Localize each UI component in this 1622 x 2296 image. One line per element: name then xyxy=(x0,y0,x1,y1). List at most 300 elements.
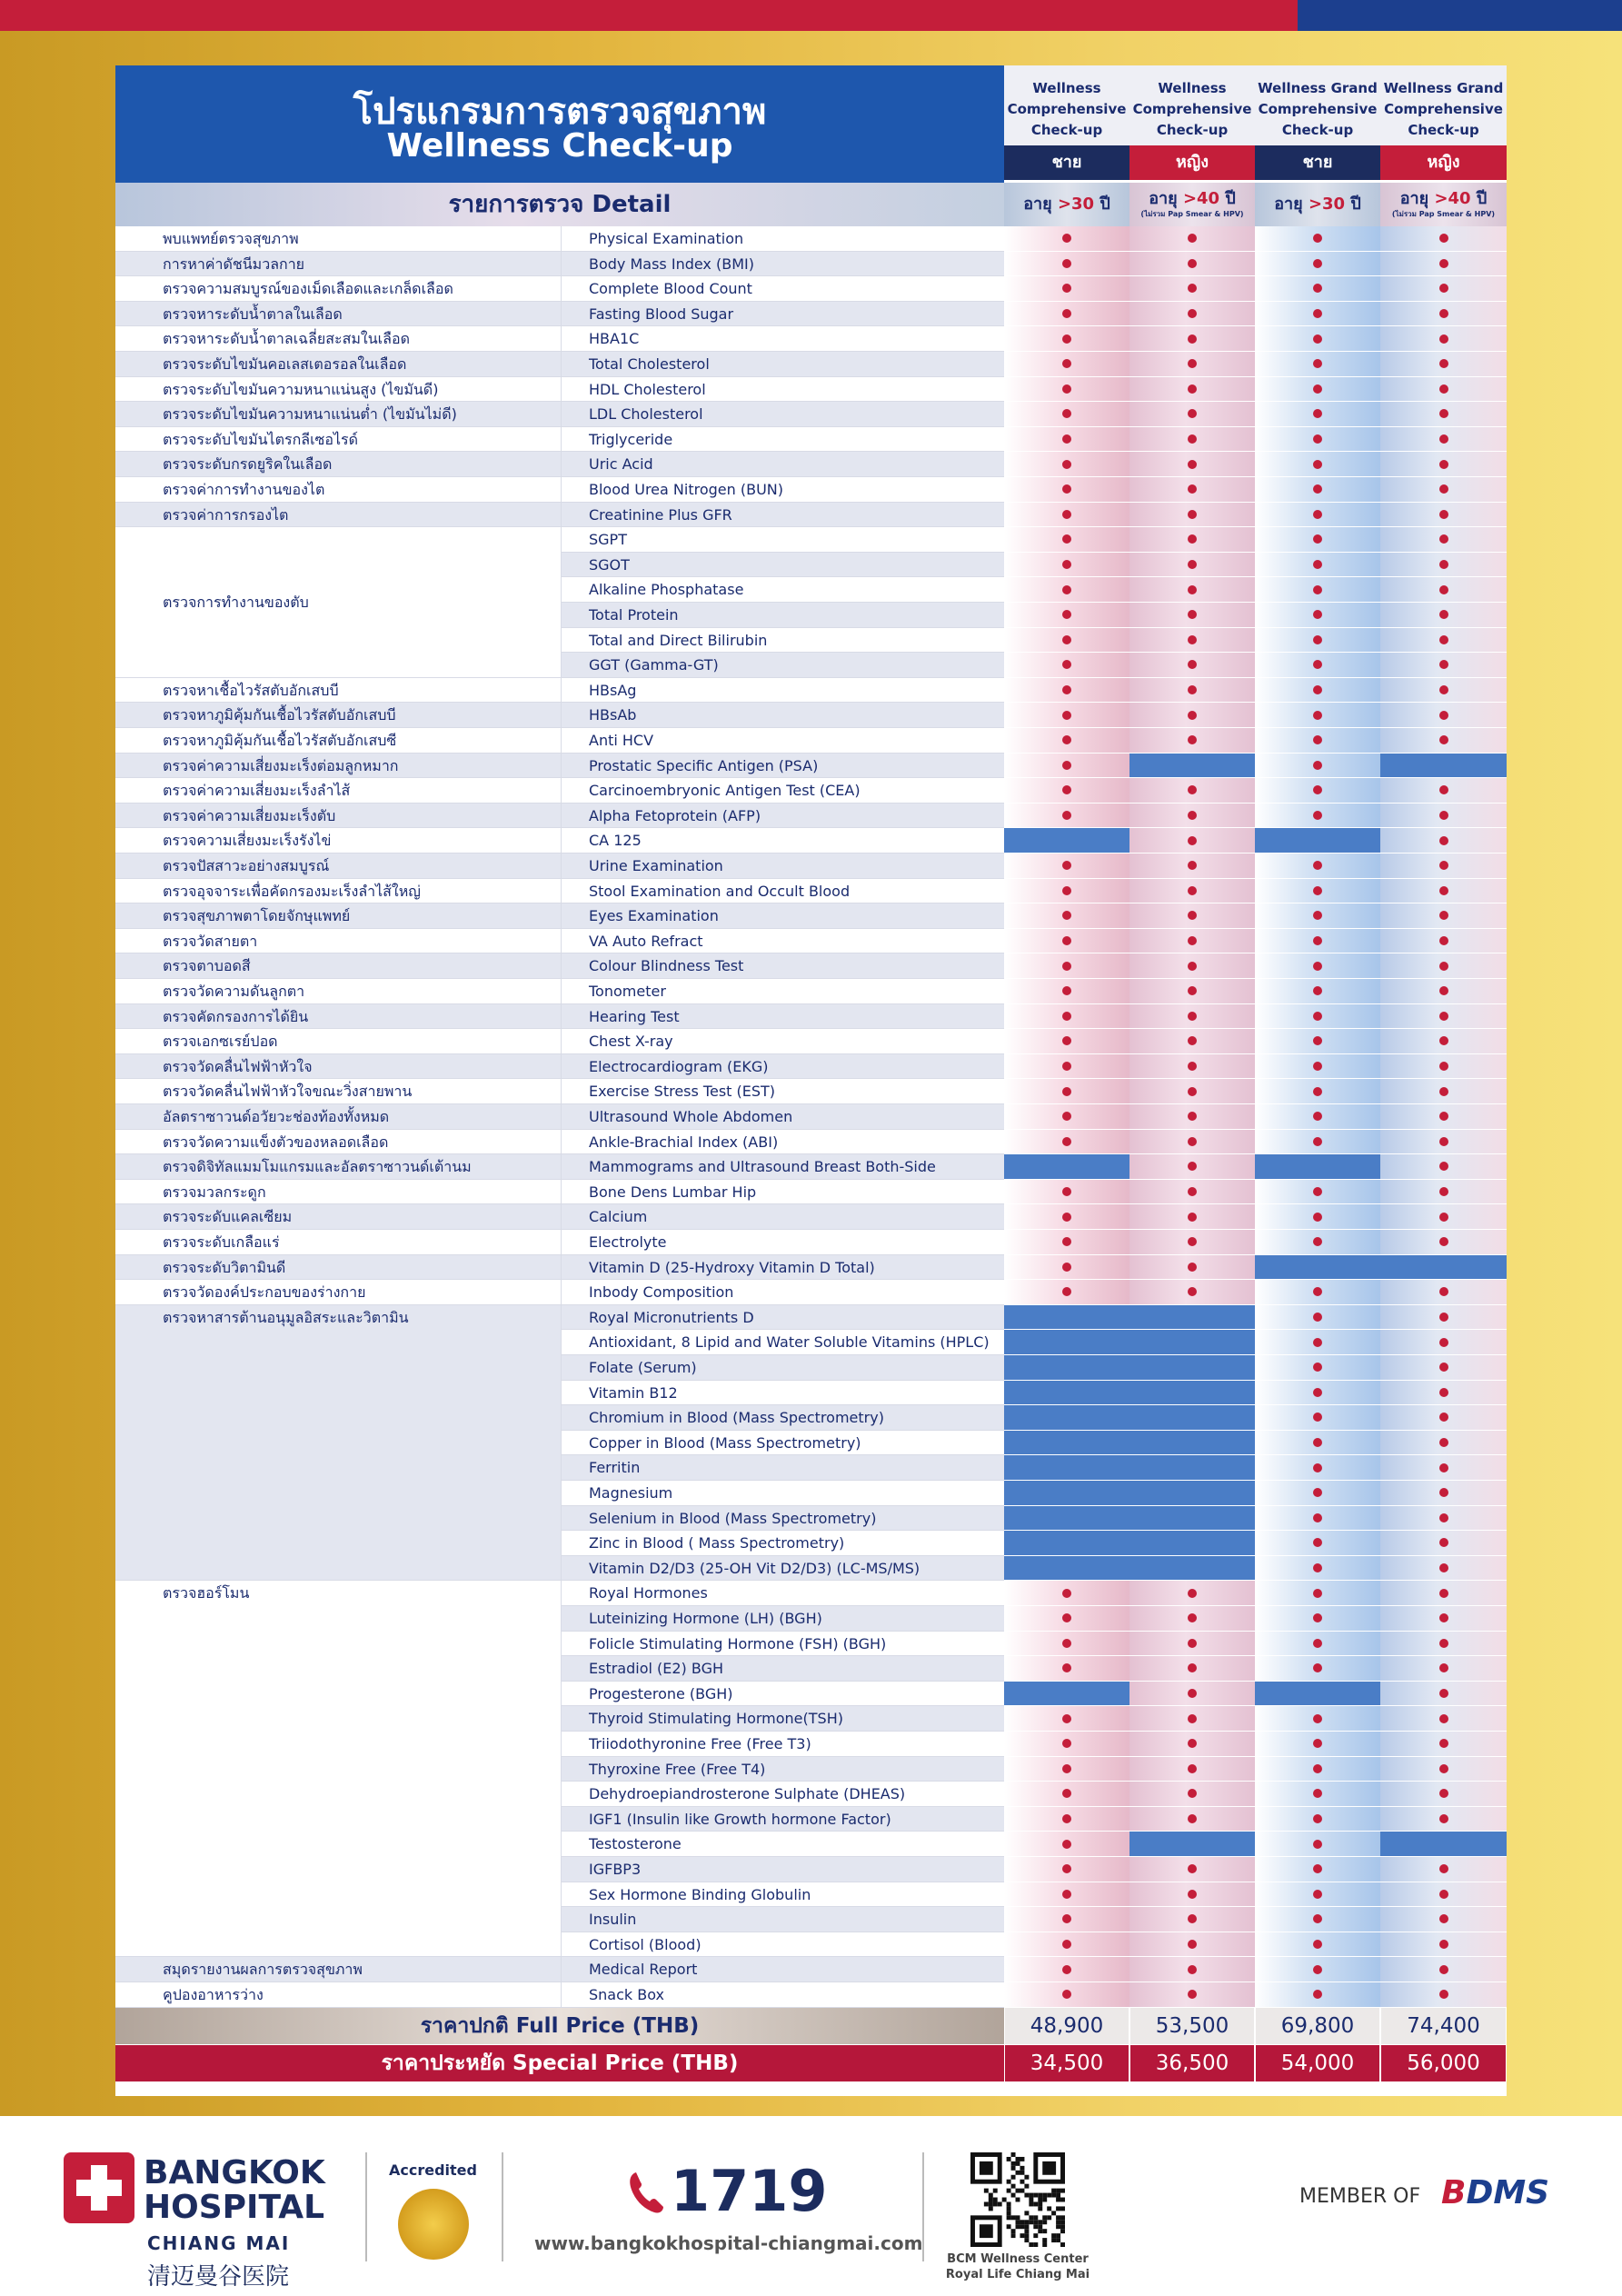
included-cell xyxy=(1004,503,1129,528)
included-dot-icon xyxy=(1439,1689,1448,1698)
included-cell xyxy=(1004,1180,1129,1205)
included-cell xyxy=(1255,1982,1380,2008)
included-dot-icon xyxy=(1439,234,1448,243)
included-cell xyxy=(1380,1706,1507,1732)
included-cell xyxy=(1380,226,1507,252)
not-included-cell xyxy=(1004,1305,1129,1331)
included-dot-icon xyxy=(1313,1012,1322,1021)
included-dot-icon xyxy=(1062,635,1071,644)
included-cell xyxy=(1004,1907,1129,1932)
included-cell xyxy=(1380,1882,1507,1908)
checkup-row xyxy=(115,503,1507,528)
included-cell xyxy=(1129,377,1255,403)
included-dot-icon xyxy=(1439,1036,1448,1045)
included-cell xyxy=(1129,879,1255,904)
included-cell xyxy=(1255,1481,1380,1506)
phone-icon xyxy=(627,2169,667,2216)
included-dot-icon xyxy=(1439,1940,1448,1949)
item-thai: ตรวจหาเชื้อไวรัสตับอักเสบบี xyxy=(115,678,561,704)
included-dot-icon xyxy=(1439,785,1448,794)
age-value: >40 xyxy=(1434,189,1471,208)
checkup-row xyxy=(115,953,1507,979)
included-cell xyxy=(1255,1506,1380,1532)
included-dot-icon xyxy=(1188,1287,1197,1296)
included-cell xyxy=(1129,1857,1255,1882)
checkup-table xyxy=(115,65,1507,2096)
item-thai: ตรวจระดับไขมันคอเลสเตอรอลในเลือด xyxy=(115,352,561,377)
included-dot-icon xyxy=(1062,861,1071,870)
included-cell xyxy=(1129,1104,1255,1130)
included-dot-icon xyxy=(1062,1087,1071,1096)
included-dot-icon xyxy=(1439,836,1448,845)
item-english: Complete Blood Count xyxy=(561,276,1004,302)
included-cell xyxy=(1129,1004,1255,1030)
included-cell xyxy=(1255,903,1380,929)
included-dot-icon xyxy=(1188,610,1197,619)
included-dot-icon xyxy=(1062,1914,1071,1923)
not-included-cell xyxy=(1129,1506,1255,1532)
included-dot-icon xyxy=(1313,711,1322,720)
included-cell xyxy=(1255,879,1380,904)
included-cell xyxy=(1380,302,1507,327)
included-cell xyxy=(1380,527,1507,553)
included-dot-icon xyxy=(1062,259,1071,268)
included-cell xyxy=(1129,603,1255,628)
website-link[interactable]: www.bangkokhospital-chiangmai.com xyxy=(534,2232,923,2254)
included-cell xyxy=(1004,352,1129,377)
included-cell xyxy=(1129,226,1255,252)
included-cell xyxy=(1004,1957,1129,1982)
not-included-cell xyxy=(1255,1682,1380,1707)
included-dot-icon xyxy=(1439,510,1448,519)
price-value: 74,400 xyxy=(1381,2008,1506,2044)
not-included-cell xyxy=(1129,1556,1255,1582)
included-cell xyxy=(1004,879,1129,904)
included-cell xyxy=(1380,1230,1507,1255)
price-label: ราคาปกติ Full Price (THB) xyxy=(115,2008,1004,2044)
included-cell xyxy=(1255,754,1380,779)
included-cell xyxy=(1255,1230,1380,1255)
included-cell xyxy=(1129,276,1255,302)
footer-divider xyxy=(922,2152,924,2261)
included-cell xyxy=(1129,1255,1255,1281)
price-value: 48,900 xyxy=(1005,2008,1129,2044)
age-requirement xyxy=(1380,183,1507,210)
included-cell xyxy=(1129,1581,1255,1606)
included-dot-icon xyxy=(1062,685,1071,694)
item-thai: ตรวจค่าการทำงานของไต xyxy=(115,477,561,503)
included-cell xyxy=(1004,653,1129,678)
age-suffix: ปี xyxy=(1094,195,1110,214)
included-cell xyxy=(1129,326,1255,352)
checkup-row xyxy=(115,402,1507,427)
included-dot-icon xyxy=(1439,936,1448,945)
item-english: SGOT xyxy=(561,553,1004,578)
included-dot-icon xyxy=(1062,1714,1071,1723)
item-thai: การหาค่าดัชนีมวลกาย xyxy=(115,252,561,277)
included-cell xyxy=(1380,1732,1507,1757)
included-cell xyxy=(1255,577,1380,603)
included-dot-icon xyxy=(1313,259,1322,268)
package-name-line-1: Wellness xyxy=(1158,80,1227,96)
included-dot-icon xyxy=(1188,1789,1197,1798)
included-cell xyxy=(1380,553,1507,578)
included-dot-icon xyxy=(1439,1313,1448,1322)
package-age-3 xyxy=(1255,183,1380,226)
checkup-row xyxy=(115,678,1507,704)
included-cell xyxy=(1380,603,1507,628)
included-dot-icon xyxy=(1313,1914,1322,1923)
included-cell xyxy=(1004,1832,1129,1857)
checkup-row xyxy=(115,302,1507,327)
included-cell xyxy=(1255,1204,1380,1230)
included-dot-icon xyxy=(1062,1789,1071,1798)
included-cell xyxy=(1255,979,1380,1004)
item-english: Royal Micronutrients D xyxy=(561,1305,1004,1331)
checkup-row xyxy=(115,854,1507,879)
item-thai: ตรวจตาบอดสี xyxy=(115,953,561,979)
not-included-cell xyxy=(1129,1355,1255,1381)
item-english: VA Auto Refract xyxy=(561,929,1004,954)
included-dot-icon xyxy=(1313,1438,1322,1447)
program-title-block xyxy=(115,65,1004,183)
included-dot-icon xyxy=(1188,409,1197,418)
age-value: >30 xyxy=(1057,195,1095,214)
included-dot-icon xyxy=(1062,409,1071,418)
included-dot-icon xyxy=(1313,1338,1322,1347)
included-dot-icon xyxy=(1062,711,1071,720)
included-cell xyxy=(1255,603,1380,628)
included-dot-icon xyxy=(1439,685,1448,694)
included-dot-icon xyxy=(1188,259,1197,268)
checkup-row xyxy=(115,352,1507,377)
brand-city: CHIANG MAI xyxy=(147,2232,291,2254)
included-cell xyxy=(1380,477,1507,503)
included-dot-icon xyxy=(1188,861,1197,870)
included-dot-icon xyxy=(1439,635,1448,644)
item-english: Ferritin xyxy=(561,1455,1004,1481)
included-dot-icon xyxy=(1313,1187,1322,1196)
included-dot-icon xyxy=(1313,1363,1322,1372)
included-cell xyxy=(1129,1280,1255,1305)
included-cell xyxy=(1255,226,1380,252)
hotline-number[interactable]: 1719 xyxy=(671,2158,828,2224)
item-english: Vitamin D2/D3 (25-OH Vit D2/D3) (LC-MS/MS) xyxy=(561,1556,1004,1582)
item-thai: ตรวจความสมบูรณ์ของเม็ดเลือดและเกล็ดเลือด xyxy=(115,276,561,302)
program-title-english: Wellness Check-up xyxy=(386,127,733,165)
included-cell xyxy=(1255,929,1380,954)
included-dot-icon xyxy=(1313,284,1322,293)
item-thai: ตรวจความเสี่ยงมะเร็งรังไข่ xyxy=(115,828,561,854)
included-cell xyxy=(1004,1857,1129,1882)
included-cell xyxy=(1129,1957,1255,1982)
included-dot-icon xyxy=(1188,1589,1197,1598)
included-dot-icon xyxy=(1439,1213,1448,1222)
age-prefix: อายุ xyxy=(1399,189,1435,208)
item-english: Testosterone xyxy=(561,1832,1004,1857)
brand-line-2: HOSPITAL xyxy=(144,2189,325,2226)
included-cell xyxy=(1004,1656,1129,1682)
item-english: Snack Box xyxy=(561,1982,1004,2008)
package-name xyxy=(1004,65,1129,145)
included-cell xyxy=(1380,979,1507,1004)
item-english: Chromium in Blood (Mass Spectrometry) xyxy=(561,1405,1004,1431)
included-dot-icon xyxy=(1313,484,1322,494)
included-dot-icon xyxy=(1439,1237,1448,1246)
hospital-cross-logo-icon xyxy=(64,2152,134,2223)
item-english: Alkaline Phosphatase xyxy=(561,577,1004,603)
included-cell xyxy=(1380,1130,1507,1155)
included-dot-icon xyxy=(1188,836,1197,845)
item-english: Calcium xyxy=(561,1204,1004,1230)
included-dot-icon xyxy=(1313,962,1322,971)
included-dot-icon xyxy=(1439,861,1448,870)
included-dot-icon xyxy=(1313,384,1322,394)
item-english: Triiodothyronine Free (Free T3) xyxy=(561,1732,1004,1757)
footer xyxy=(0,2116,1622,2296)
qr-code-icon[interactable] xyxy=(970,2152,1065,2247)
checkup-row xyxy=(115,377,1507,403)
included-dot-icon xyxy=(1313,1714,1322,1723)
special-price-row xyxy=(115,2045,1507,2081)
item-english: GGT (Gamma-GT) xyxy=(561,653,1004,678)
included-dot-icon xyxy=(1313,1087,1322,1096)
included-dot-icon xyxy=(1313,735,1322,744)
included-cell xyxy=(1004,1632,1129,1657)
not-included-cell xyxy=(1129,1431,1255,1456)
included-dot-icon xyxy=(1439,1488,1448,1497)
included-dot-icon xyxy=(1439,1589,1448,1598)
included-dot-icon xyxy=(1188,1263,1197,1272)
item-english: Thyroxine Free (Free T4) xyxy=(561,1757,1004,1782)
included-dot-icon xyxy=(1188,1613,1197,1622)
included-cell xyxy=(1255,1656,1380,1682)
age-value: >30 xyxy=(1308,195,1346,214)
included-dot-icon xyxy=(1062,334,1071,344)
included-cell xyxy=(1380,1857,1507,1882)
item-english: HDL Cholesterol xyxy=(561,377,1004,403)
item-english: Urine Examination xyxy=(561,854,1004,879)
included-dot-icon xyxy=(1062,284,1071,293)
included-dot-icon xyxy=(1062,309,1071,318)
included-cell xyxy=(1380,276,1507,302)
included-dot-icon xyxy=(1062,1940,1071,1949)
item-english: HBsAb xyxy=(561,703,1004,728)
included-cell xyxy=(1380,1481,1507,1506)
included-dot-icon xyxy=(1313,1112,1322,1121)
included-dot-icon xyxy=(1313,359,1322,368)
included-dot-icon xyxy=(1062,811,1071,820)
included-cell xyxy=(1380,953,1507,979)
item-english: HBsAg xyxy=(561,678,1004,704)
included-cell xyxy=(1004,276,1129,302)
included-dot-icon xyxy=(1062,510,1071,519)
included-cell xyxy=(1380,1531,1507,1556)
included-cell xyxy=(1380,628,1507,654)
included-dot-icon xyxy=(1313,1864,1322,1873)
included-dot-icon xyxy=(1188,1137,1197,1146)
item-english: Triglyceride xyxy=(561,427,1004,453)
included-dot-icon xyxy=(1188,234,1197,243)
included-cell xyxy=(1129,477,1255,503)
included-dot-icon xyxy=(1313,1237,1322,1246)
included-dot-icon xyxy=(1313,1639,1322,1648)
included-dot-icon xyxy=(1313,1789,1322,1798)
included-cell xyxy=(1255,1079,1380,1104)
not-included-cell xyxy=(1129,754,1255,779)
included-cell xyxy=(1004,1130,1129,1155)
included-dot-icon xyxy=(1439,735,1448,744)
checkup-row xyxy=(115,1280,1507,1305)
item-thai: สมุดรายงานผลการตรวจสุขภาพ xyxy=(115,1957,561,1982)
included-cell xyxy=(1255,1029,1380,1054)
included-dot-icon xyxy=(1439,660,1448,669)
included-cell xyxy=(1380,1932,1507,1958)
included-cell xyxy=(1129,703,1255,728)
included-dot-icon xyxy=(1188,1639,1197,1648)
not-included-cell xyxy=(1004,1381,1129,1406)
included-dot-icon xyxy=(1313,861,1322,870)
included-dot-icon xyxy=(1188,434,1197,444)
item-english: Thyroid Stimulating Hormone(TSH) xyxy=(561,1706,1004,1732)
item-thai: ตรวจระดับไขมันไตรกลีเซอไรด์ xyxy=(115,427,561,453)
item-english: Luteinizing Hormone (LH) (BGH) xyxy=(561,1606,1004,1632)
included-cell xyxy=(1255,1907,1380,1932)
included-cell xyxy=(1255,1606,1380,1632)
item-thai: คูปองอาหารว่าง xyxy=(115,1982,561,2008)
package-name-line-3: Check-up xyxy=(1030,122,1103,138)
included-dot-icon xyxy=(1062,560,1071,569)
included-dot-icon xyxy=(1439,1538,1448,1547)
included-cell xyxy=(1380,1556,1507,1582)
item-english: Royal Hormones xyxy=(561,1581,1004,1606)
age-note: (ไม่รวม Pap Smear & HPV) xyxy=(1140,210,1244,218)
program-title-thai: โปรแกรมการตรวจสุขภาพ xyxy=(353,91,767,133)
package-name-line-3: Check-up xyxy=(1281,122,1354,138)
included-cell xyxy=(1004,377,1129,403)
item-english: Eyes Examination xyxy=(561,903,1004,929)
included-cell xyxy=(1380,879,1507,904)
included-cell xyxy=(1380,653,1507,678)
item-english: Ultrasound Whole Abdomen xyxy=(561,1104,1004,1130)
included-cell xyxy=(1004,477,1129,503)
included-cell xyxy=(1255,653,1380,678)
item-english: Anti HCV xyxy=(561,728,1004,754)
item-thai: ตรวจดิจิทัลแมมโมแกรมและอัลตราซาวนด์เต้านม xyxy=(115,1154,561,1180)
item-english: Colour Blindness Test xyxy=(561,953,1004,979)
item-english: Hearing Test xyxy=(561,1004,1004,1030)
included-dot-icon xyxy=(1439,962,1448,971)
included-dot-icon xyxy=(1188,785,1197,794)
included-dot-icon xyxy=(1062,1187,1071,1196)
included-dot-icon xyxy=(1062,1840,1071,1849)
included-dot-icon xyxy=(1313,1213,1322,1222)
checkup-row xyxy=(115,828,1507,854)
item-english: Vitamin B12 xyxy=(561,1381,1004,1406)
age-requirement xyxy=(1255,183,1380,215)
detail-header: รายการตรวจ Detail xyxy=(115,183,1004,226)
included-cell xyxy=(1255,1706,1380,1732)
group-label: ตรวจหาสารต้านอนุมูลอิสระและวิตามิน xyxy=(115,1305,561,1582)
included-cell xyxy=(1380,1355,1507,1381)
included-cell xyxy=(1380,1807,1507,1832)
package-name-line-2: Comprehensive xyxy=(1258,101,1378,117)
included-dot-icon xyxy=(1439,1287,1448,1296)
checkup-row xyxy=(115,1104,1507,1130)
package-header-3 xyxy=(1255,65,1380,183)
hospital-brand xyxy=(144,2156,325,2225)
included-cell xyxy=(1380,804,1507,829)
included-cell xyxy=(1004,1255,1129,1281)
included-dot-icon xyxy=(1188,1814,1197,1823)
included-dot-icon xyxy=(1062,1613,1071,1622)
included-dot-icon xyxy=(1062,936,1071,945)
item-english: Selenium in Blood (Mass Spectrometry) xyxy=(561,1506,1004,1532)
included-dot-icon xyxy=(1062,735,1071,744)
item-thai: ตรวจค่าความเสี่ยงมะเร็งตับ xyxy=(115,804,561,829)
price-value: 69,800 xyxy=(1256,2008,1379,2044)
included-dot-icon xyxy=(1062,460,1071,469)
included-cell xyxy=(1380,252,1507,277)
included-cell xyxy=(1380,577,1507,603)
checkup-row xyxy=(115,1154,1507,1180)
included-cell xyxy=(1255,953,1380,979)
included-dot-icon xyxy=(1062,1213,1071,1222)
package-name-line-2: Comprehensive xyxy=(1132,101,1252,117)
included-cell xyxy=(1255,1957,1380,1982)
included-cell xyxy=(1004,903,1129,929)
included-dot-icon xyxy=(1439,560,1448,569)
included-cell xyxy=(1255,1832,1380,1857)
price-value: 56,000 xyxy=(1381,2045,1506,2081)
item-english: IGF1 (Insulin like Growth hormone Factor) xyxy=(561,1807,1004,1832)
included-cell xyxy=(1129,1606,1255,1632)
included-cell xyxy=(1129,953,1255,979)
checkup-row xyxy=(115,929,1507,954)
included-cell xyxy=(1004,703,1129,728)
included-dot-icon xyxy=(1439,1137,1448,1146)
item-thai: ตรวจค่าความเสี่ยงมะเร็งต่อมลูกหมาก xyxy=(115,754,561,779)
included-cell xyxy=(1380,402,1507,427)
included-cell xyxy=(1380,1632,1507,1657)
brand-chinese: 清迈曼谷医院 xyxy=(147,2263,290,2291)
included-dot-icon xyxy=(1062,384,1071,394)
checkup-row xyxy=(115,979,1507,1004)
included-cell xyxy=(1129,577,1255,603)
included-dot-icon xyxy=(1313,1513,1322,1522)
age-value: >40 xyxy=(1182,189,1220,208)
item-english: Copper in Blood (Mass Spectrometry) xyxy=(561,1431,1004,1456)
included-cell xyxy=(1380,1455,1507,1481)
included-cell xyxy=(1255,1130,1380,1155)
item-thai: ตรวจวัดคลื่นไฟฟ้าหัวใจ xyxy=(115,1054,561,1080)
item-thai: ตรวจวัดความแข็งตัวของหลอดเลือด xyxy=(115,1130,561,1155)
not-included-cell xyxy=(1255,828,1380,854)
not-included-cell xyxy=(1004,1154,1129,1180)
included-cell xyxy=(1255,1004,1380,1030)
included-cell xyxy=(1255,778,1380,804)
not-included-cell xyxy=(1129,1455,1255,1481)
included-dot-icon xyxy=(1188,1012,1197,1021)
included-cell xyxy=(1004,226,1129,252)
included-dot-icon xyxy=(1313,886,1322,895)
included-dot-icon xyxy=(1439,1087,1448,1096)
included-dot-icon xyxy=(1188,1663,1197,1672)
included-cell xyxy=(1004,804,1129,829)
checkup-row xyxy=(115,427,1507,453)
included-cell xyxy=(1129,778,1255,804)
included-dot-icon xyxy=(1188,1890,1197,1899)
